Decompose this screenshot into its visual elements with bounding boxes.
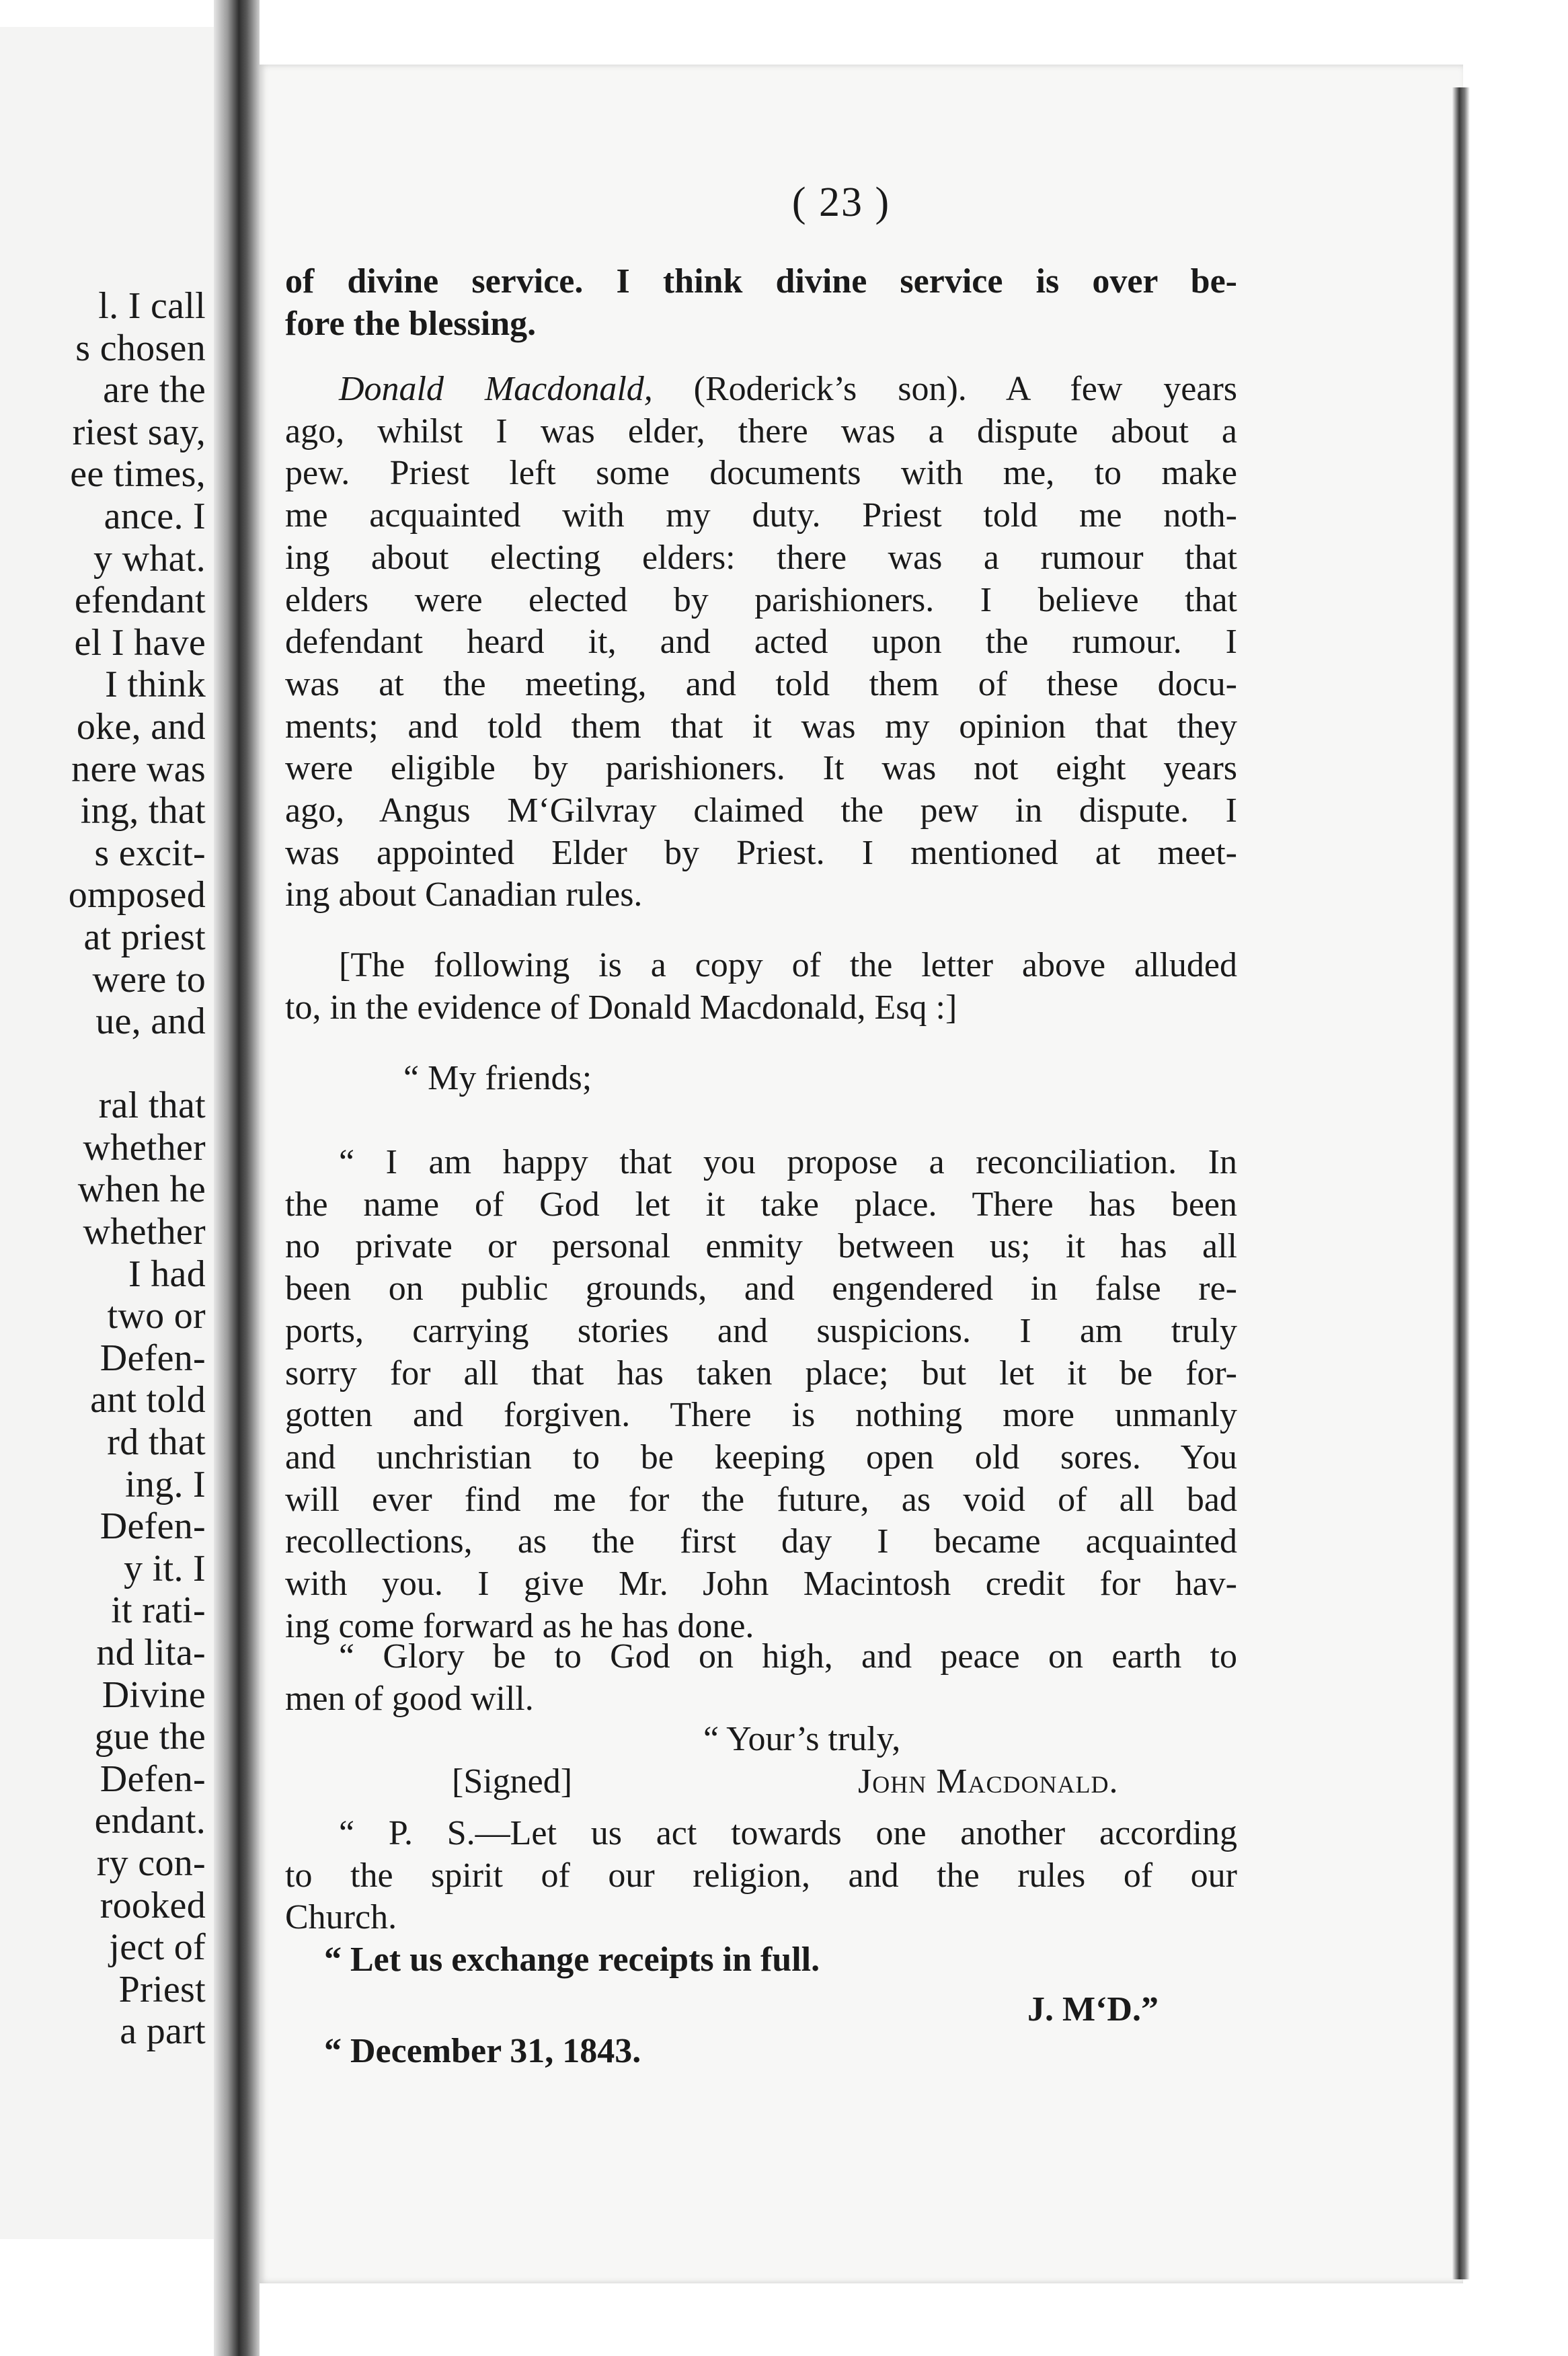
facing-page-line: I had: [128, 1253, 206, 1295]
page-edge: [1452, 87, 1470, 2279]
facing-page-line: two or: [107, 1295, 206, 1337]
text-line: ago, Angus M‘Gilvray claimed the pew in dispute. I: [285, 791, 1237, 830]
facing-page-line: I think: [105, 664, 206, 706]
facing-page-line: [69, 1043, 206, 1085]
text-line: “ P. S.—Let us act towards one another according: [339, 1814, 1237, 1852]
facing-page-line: gue the: [94, 1716, 206, 1758]
facing-page-line: whether: [83, 1211, 206, 1253]
facing-page-line: s chosen: [75, 327, 206, 369]
facing-page-line: when he: [77, 1169, 206, 1211]
text-line: [The following is a copy of the letter above alluded: [339, 946, 1237, 984]
page-number: ( 23 ): [791, 180, 891, 225]
facing-page-line: omposed: [68, 874, 206, 916]
facing-page-line: Divine: [102, 1674, 206, 1716]
letter-blessing: [285, 1636, 1237, 1720]
facing-page-line: s excit-: [94, 832, 206, 874]
facing-page-line: at priest: [83, 916, 206, 958]
postscript: [285, 1813, 1237, 1939]
facing-page-line: a part: [120, 2010, 206, 2053]
text-line: “ Glory be to God on high, and peace on earth to: [339, 1637, 1237, 1676]
facing-page-line: ue, and: [95, 1000, 206, 1043]
facing-page-line: ing, that: [80, 790, 206, 832]
facing-page-line: whether: [83, 1126, 206, 1169]
valediction: “ Your’s truly,: [703, 1720, 901, 1758]
facing-page-line: nd lita-: [96, 1632, 206, 1674]
text-line: gotten and forgiven. There is nothing more unmanly: [285, 1396, 1237, 1435]
text-line: recollections, as the first day I became acquainted: [285, 1522, 1237, 1561]
letter-date: “ December 31, 1843.: [324, 2032, 641, 2070]
text-line: pew. Priest left some documents with me, to make: [285, 454, 1237, 493]
witness-name-rest: (Roderick’s son). A few years: [652, 370, 1237, 408]
text-line: ing about electing elders: there was a rumour that: [285, 538, 1237, 577]
text-line: and unchristian to be keeping open old sores. You: [285, 1438, 1237, 1477]
book-gutter: [214, 0, 260, 2356]
text-line: ments; and told them that it was my opinion that they: [285, 707, 1237, 746]
signature: John Macdonald.: [858, 1762, 1119, 1801]
text-line: [285, 368, 1237, 411]
facing-page-line: el I have: [74, 621, 206, 664]
facing-page-line: efendant: [74, 580, 206, 622]
facing-page: [0, 27, 215, 2239]
text-line: ing come forward as he has done.: [285, 1606, 754, 1645]
facing-page-line: y what.: [93, 537, 206, 580]
facing-page-line: ral that: [98, 1085, 206, 1127]
text-line: Church.: [285, 1898, 397, 1937]
paragraph-donald-macdonald: [285, 368, 1237, 916]
facing-page-line: are the: [103, 369, 206, 411]
facing-page-line: ance. I: [104, 495, 206, 537]
editorial-note: [285, 945, 1237, 1029]
text-line: ago, whilst I was elder, there was a dispute about a: [285, 411, 1237, 450]
facing-page-line: nere was: [71, 748, 206, 790]
text-line: men of good will.: [285, 1679, 534, 1718]
letter-salutation: “ My friends;: [403, 1059, 592, 1097]
facing-page-line: Defen-: [100, 1758, 206, 1800]
facing-page-line: ee times,: [70, 453, 206, 496]
facing-page-line: ry con-: [96, 1842, 206, 1884]
paragraph-lines: [285, 411, 1237, 916]
text-line: “ I am happy that you propose a reconciliation. In: [339, 1143, 1237, 1181]
text-line: me acquainted with my duty. Priest told me noth-: [285, 496, 1237, 535]
text-line: ports, carrying stories and suspicions. I am truly: [285, 1311, 1237, 1350]
text-line: elders were elected by parishioners. I believe that: [285, 580, 1237, 619]
facing-page-line: Priest: [118, 1968, 206, 2010]
letter-body: [285, 1142, 1237, 1647]
facing-page-line: Defen-: [100, 1337, 206, 1379]
text-line: been on public grounds, and engendered in false re-: [285, 1269, 1237, 1308]
paragraph-divine-service: [285, 261, 1237, 345]
text-line: no private or personal enmity between us; it has all: [285, 1227, 1237, 1266]
text-line: the name of God let it take place. There has been: [285, 1185, 1237, 1224]
facing-page-line: rooked: [100, 1884, 206, 1926]
text-line: of divine service. I think divine service is over be-: [285, 262, 1237, 301]
facing-page-line: ing. I: [124, 1463, 206, 1505]
text-line: defendant heard it, and acted upon the rumour. I: [285, 623, 1237, 662]
signed-label: [Signed]: [452, 1762, 573, 1801]
text-line: were eligible by parishioners. It was not eight years: [285, 749, 1237, 788]
facing-page-text: [69, 285, 206, 2053]
facing-page-line: were to: [92, 958, 206, 1000]
receipts-line: “ Let us exchange receipts in full.: [324, 1940, 820, 1979]
text-line: to, in the evidence of Donald Macdonald, Esq :]: [285, 988, 957, 1027]
facing-page-line: l. I call: [98, 285, 206, 327]
witness-name: Donald Macdonald,: [339, 370, 653, 408]
facing-page-line: ject of: [109, 1926, 206, 1969]
facing-page-line: oke, and: [76, 705, 206, 748]
paragraph-lines: [285, 1142, 1237, 1647]
facing-page-line: Defen-: [100, 1505, 206, 1548]
text-line: to the spirit of our religion, and the rules of our: [285, 1856, 1237, 1895]
text-line: was appointed Elder by Priest. I mentioned at meet-: [285, 833, 1237, 872]
facing-page-line: rd that: [107, 1421, 206, 1464]
facing-page-line: riest say,: [72, 411, 206, 453]
text-line: ing about Canadian rules.: [285, 875, 643, 914]
initials: J. M‘D.”: [1027, 1990, 1159, 2029]
text-line: fore the blessing.: [285, 304, 537, 343]
facing-page-line: ant told: [90, 1379, 206, 1421]
facing-page-line: endant.: [94, 1800, 206, 1842]
text-line: was at the meeting, and told them of these docu-: [285, 664, 1237, 703]
facing-page-line: y it. I: [124, 1547, 206, 1589]
text-line: sorry for all that has taken place; but let it be for-: [285, 1353, 1237, 1392]
facing-page-line: it rati-: [111, 1589, 206, 1632]
text-line: will ever find me for the future, as void of all bad: [285, 1480, 1237, 1519]
text-line: with you. I give Mr. John Macintosh credit for hav-: [285, 1565, 1237, 1604]
